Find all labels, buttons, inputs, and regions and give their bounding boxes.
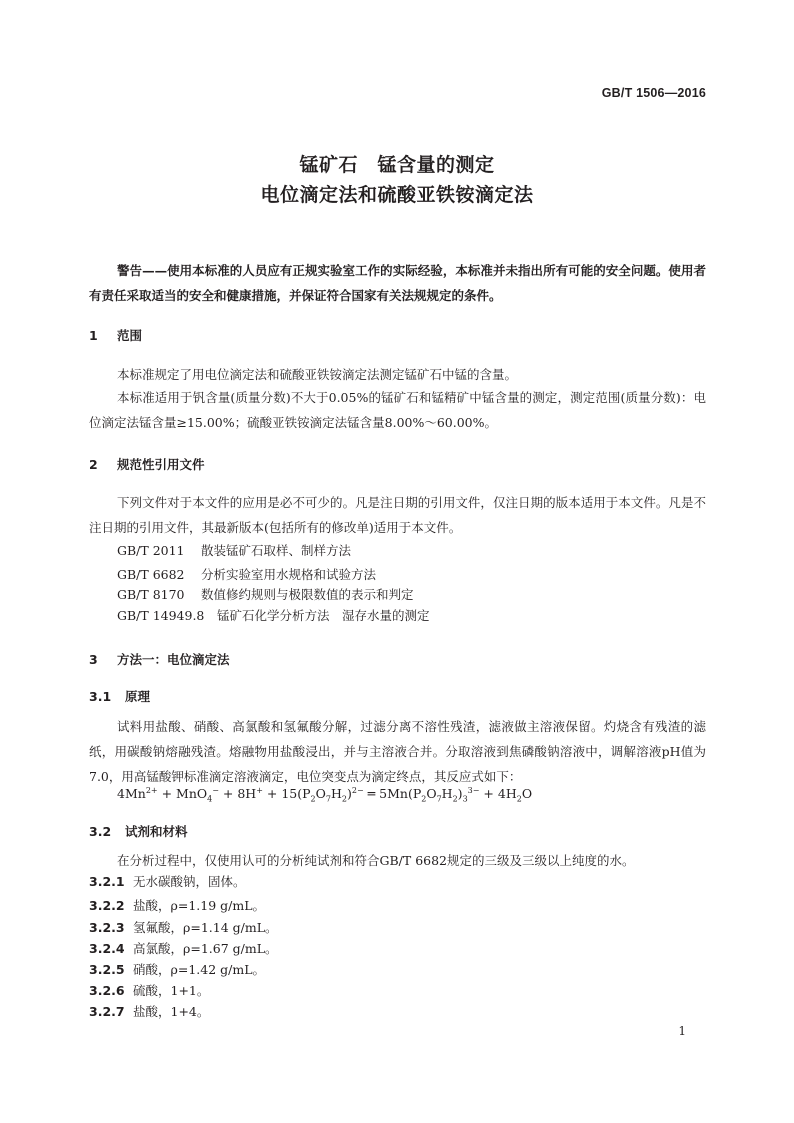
reagent-item bbox=[89, 960, 265, 978]
item-text: 盐酸，ρ=1.19 g/mL。 bbox=[133, 898, 265, 913]
item-number: 3.2.5 bbox=[89, 962, 125, 977]
formula-sub: 7 bbox=[325, 794, 331, 804]
formula-part: ) bbox=[457, 786, 463, 801]
formula-part: ═ 5Mn(P bbox=[363, 786, 422, 801]
section-number: 2 bbox=[89, 457, 98, 472]
section-3-2-heading bbox=[89, 822, 188, 840]
formula-part: O bbox=[426, 786, 437, 801]
item-number: 3.2.2 bbox=[89, 898, 125, 913]
reference-title: 分析实验室用水规格和试验方法 bbox=[201, 567, 377, 582]
section-number: 3.2 bbox=[89, 824, 112, 839]
item-text: 硝酸，ρ=1.42 g/mL。 bbox=[133, 962, 265, 977]
item-number: 3.2.1 bbox=[89, 874, 125, 889]
formula-sub: 2 bbox=[421, 794, 427, 804]
section-1-heading bbox=[89, 326, 142, 344]
item-number: 3.2.4 bbox=[89, 941, 125, 956]
reagent-item bbox=[89, 1002, 209, 1020]
item-number: 3.2.7 bbox=[89, 1004, 125, 1019]
section-3-2-paragraph: 在分析过程中，仅使用认可的分析纯试剂和符合GB/T 6682规定的三级及三级以上纯度的水。 bbox=[117, 853, 635, 868]
reagent-item bbox=[89, 939, 278, 957]
section-3-1-heading bbox=[89, 687, 150, 705]
item-text: 高氯酸，ρ=1.67 g/mL。 bbox=[133, 941, 278, 956]
formula-sub: 3 bbox=[462, 794, 468, 804]
section-1-paragraph-2: 本标准适用于钒含量(质量分数)不大于0.05%的锰矿石和锰精矿中锰含量的测定，测定范围(质量分数)：电位滴定法锰含量≥15.00%；硫酸亚铁铵滴定法锰含量8.00%～60.00%。 bbox=[89, 390, 706, 430]
formula-sup: − bbox=[212, 785, 219, 795]
section-3-heading bbox=[89, 650, 230, 668]
formula-part: + 8H bbox=[218, 786, 257, 801]
section-number: 1 bbox=[89, 328, 98, 343]
standard-code: GB/T 1506—2016 bbox=[601, 86, 706, 100]
page-number: 1 bbox=[678, 1024, 686, 1038]
formula-part: H bbox=[441, 786, 453, 801]
reagent-item bbox=[89, 918, 278, 936]
reagent-item bbox=[89, 981, 209, 999]
item-text: 氢氟酸，ρ=1.14 g/mL。 bbox=[133, 920, 278, 935]
formula-sup: 2− bbox=[351, 785, 364, 795]
formula-sup: 3− bbox=[467, 785, 480, 795]
formula-sup: 2+ bbox=[145, 785, 158, 795]
section-3-1-paragraph: 试料用盐酸、硝酸、高氯酸和氢氟酸分解，过滤分离不溶性残渣，滤液做主溶液保留。灼烧含有残渣的滤纸，用碳酸钠熔融残渣。熔融物用盐酸浸出，并与主溶液合并。分取溶液到焦磷酸钠溶液中，调解溶液pH值为7.0，用高锰酸钾标准滴定溶液滴定，电位突变点为滴定终点，其反应式如下： bbox=[89, 719, 706, 784]
formula-part: ) bbox=[346, 786, 352, 801]
item-text: 硫酸，1+1。 bbox=[133, 983, 210, 998]
reagent-item bbox=[89, 872, 246, 890]
formula-sub: 2 bbox=[310, 794, 316, 804]
formula-part: O bbox=[315, 786, 326, 801]
reference-item bbox=[117, 565, 376, 583]
formula-sub: 2 bbox=[341, 794, 347, 804]
item-number: 3.2.6 bbox=[89, 983, 125, 998]
formula-sub: 4 bbox=[207, 794, 213, 804]
reference-title: 锰矿石化学分析方法 湿存水量的测定 bbox=[217, 608, 430, 623]
section-title: 规范性引用文件 bbox=[117, 457, 205, 472]
reference-title: 数值修约规则与极限数值的表示和判定 bbox=[201, 587, 414, 602]
warning-paragraph: 警告——使用本标准的人员应有正规实验室工作的实际经验，本标准并未指出所有可能的安全问题。使用者有责任采取适当的安全和健康措施，并保证符合国家有关法规规定的条件。 bbox=[89, 263, 706, 303]
section-2-heading bbox=[89, 455, 205, 473]
item-text: 无水碳酸钠，固体。 bbox=[133, 874, 246, 889]
reaction-equation bbox=[117, 785, 533, 804]
section-title: 试剂和材料 bbox=[125, 824, 188, 839]
reference-code: GB/T 8170 bbox=[117, 587, 185, 602]
section-1-paragraph-1: 本标准规定了用电位滴定法和硫酸亚铁铵滴定法测定锰矿石中锰的含量。 bbox=[117, 367, 518, 382]
formula-part: + 15(P bbox=[262, 786, 311, 801]
title-line-2: 电位滴定法和硫酸亚铁铵滴定法 bbox=[260, 184, 534, 206]
reference-item bbox=[117, 606, 430, 624]
formula-part: O bbox=[521, 786, 533, 801]
item-number: 3.2.3 bbox=[89, 920, 125, 935]
formula-part: + 4H bbox=[479, 786, 517, 801]
formula-part: 4Mn bbox=[117, 786, 146, 801]
formula-sub: 2 bbox=[452, 794, 458, 804]
reagent-item bbox=[89, 896, 265, 914]
reference-code: GB/T 14949.8 bbox=[117, 608, 205, 623]
section-title: 原理 bbox=[125, 689, 151, 704]
reference-item bbox=[117, 541, 351, 559]
formula-sup: + bbox=[256, 785, 263, 795]
item-text: 盐酸，1+4。 bbox=[133, 1004, 210, 1019]
reference-code: GB/T 2011 bbox=[117, 543, 185, 558]
reference-item bbox=[117, 585, 414, 603]
formula-part: H bbox=[330, 786, 342, 801]
reference-code: GB/T 6682 bbox=[117, 567, 185, 582]
section-number: 3 bbox=[89, 652, 98, 667]
reference-title: 散装锰矿石取样、制样方法 bbox=[201, 543, 352, 558]
formula-sub: 7 bbox=[436, 794, 442, 804]
formula-part: + MnO bbox=[157, 786, 208, 801]
formula-sub: 2 bbox=[516, 794, 522, 804]
section-2-paragraph-1: 下列文件对于本文件的应用是必不可少的。凡是注日期的引用文件，仅注日期的版本适用于本文件。凡是不注日期的引用文件，其最新版本(包括所有的修改单)适用于本文件。 bbox=[89, 495, 706, 535]
title-line-1: 锰矿石 锰含量的测定 bbox=[299, 154, 495, 176]
section-title: 范围 bbox=[117, 328, 143, 343]
section-title: 方法一：电位滴定法 bbox=[117, 652, 230, 667]
section-number: 3.1 bbox=[89, 689, 112, 704]
